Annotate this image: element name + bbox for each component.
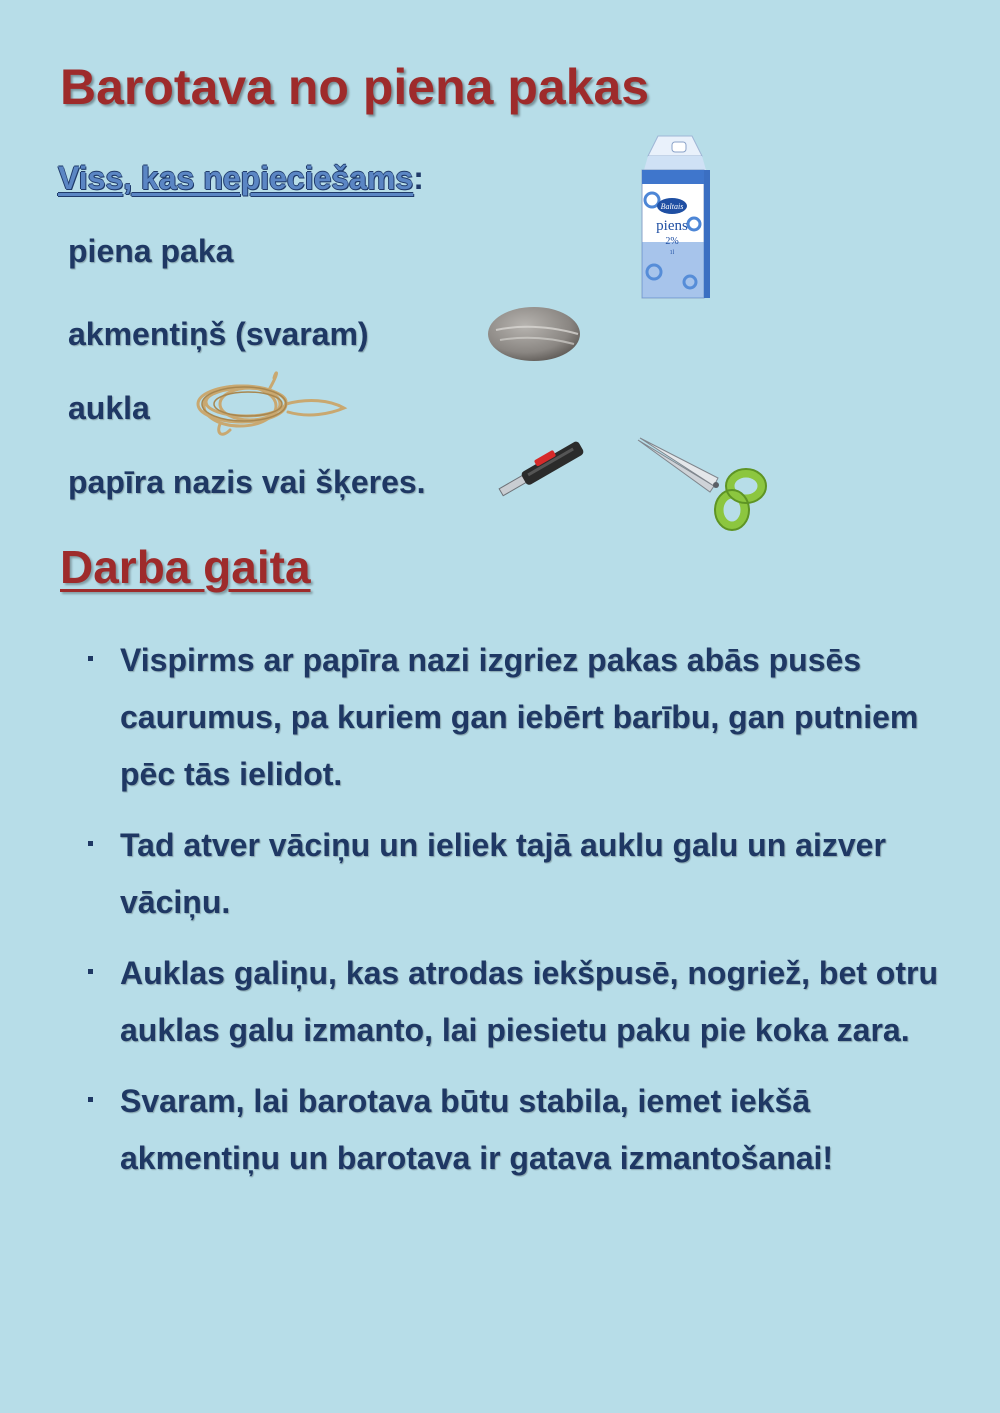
step-text: Svaram, lai barotava būtu stabila, iemet iekšā akmentiņu un barotava ir gatava izmantošanai! <box>120 1083 834 1176</box>
steps-list <box>88 632 948 1201</box>
step-text: Tad atver vāciņu un ieliek tajā auklu galu un aizver vāciņu. <box>120 827 886 920</box>
materials-heading-label: Viss, kas nepieciešams <box>58 160 414 196</box>
material-item-milk: piena paka <box>68 233 234 269</box>
list-item <box>88 632 948 803</box>
material-item-tools: papīra nazis vai šķeres. <box>68 464 426 500</box>
carton-fat: 2% <box>665 236 679 247</box>
carton-volume: 1l <box>669 250 675 256</box>
step-text: Vispirms ar papīra nazi izgriez pakas abās pusēs caurumus, pa kuriem gan iebērt barību, gan putniem pēc tās ielidot. <box>120 642 919 792</box>
string-icon <box>190 368 348 440</box>
step-text: Auklas galiņu, kas atrodas iekšpusē, nogriež, bet otru auklas galu izmanto, lai piesietu paku pie koka zara. <box>120 955 938 1048</box>
materials-heading <box>58 160 424 197</box>
materials-heading-colon: : <box>413 160 424 196</box>
bullet-icon <box>88 969 93 974</box>
milk-carton-icon <box>636 132 714 304</box>
stone-icon <box>486 304 584 364</box>
list-item <box>88 1073 948 1187</box>
bullet-icon <box>88 656 93 661</box>
list-item <box>88 945 948 1059</box>
material-item-string: aukla <box>68 390 150 426</box>
bullet-icon <box>88 841 93 846</box>
list-item <box>88 817 948 931</box>
carton-product: piens <box>656 218 688 234</box>
section-title: Darba gaita <box>60 541 311 593</box>
material-item-stone: akmentiņš (svaram) <box>68 316 369 352</box>
carton-brand: Baltais <box>660 202 684 211</box>
scissors-icon <box>634 434 768 532</box>
box-cutter-icon <box>490 438 594 504</box>
bullet-icon <box>88 1097 93 1102</box>
page-title: Barotava no piena pakas <box>60 59 650 115</box>
